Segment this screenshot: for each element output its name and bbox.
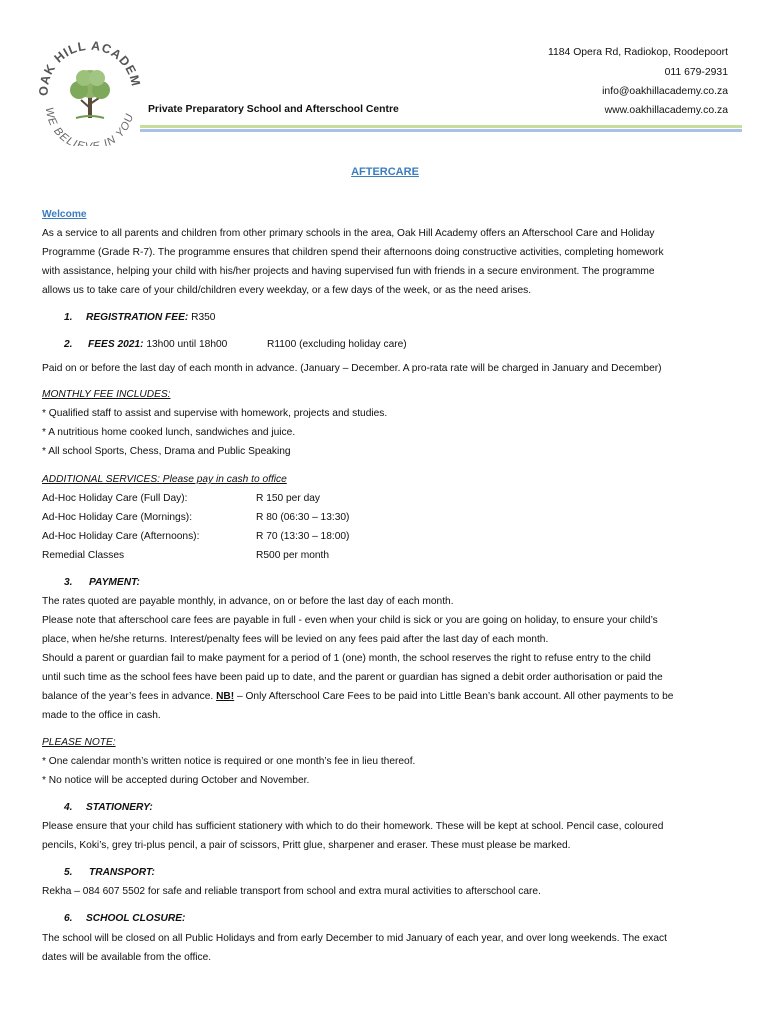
payment-line: Should a parent or guardian fail to make payment for a period of 1 (one) month, the school reserves the right to refuse entry to the child [42, 653, 651, 664]
transport-heading: TRANSPORT: [89, 867, 155, 878]
paid-note: Paid on or before the last day of each month in advance. (January – December. A pro-rata rate will be charged in January and December) [42, 363, 662, 374]
website-link[interactable]: www.oakhillacademy.co.za [604, 105, 728, 116]
welcome-line: As a service to all parents and children from other primary schools in the area, Oak Hill Academy offers an Afterschool Care and Holiday [42, 228, 655, 239]
monthly-heading: MONTHLY FEE INCLUDES: [42, 389, 171, 400]
header-rule-blue [140, 129, 742, 132]
fees-line [88, 335, 227, 354]
service-name: Ad-Hoc Holiday Care (Afternoons): [42, 531, 200, 542]
transport-number: 5. [64, 867, 73, 878]
stationery-number: 4. [64, 802, 73, 813]
registration-fee [86, 308, 215, 327]
monthly-item: * A nutritious home cooked lunch, sandwiches and juice. [42, 427, 296, 438]
please-note-item: * No notice will be accepted during October and November. [42, 775, 310, 786]
service-name: Ad-Hoc Holiday Care (Full Day): [42, 493, 188, 504]
school-logo [34, 38, 146, 146]
closure-line: dates will be available from the office. [42, 952, 212, 963]
payment-line: made to the office in cash. [42, 710, 161, 721]
welcome-line: Programme (Grade R-7). The programme ensures that children spend their afternoons doing constructive activities, completing homework [42, 247, 664, 258]
phone: 011 679-2931 [664, 67, 728, 78]
stationery-heading: STATIONERY: [86, 802, 153, 813]
nb-label: NB! [216, 691, 235, 702]
service-name: Ad-Hoc Holiday Care (Mornings): [42, 512, 193, 523]
please-note-item: * One calendar month’s written notice is required or one month’s fee in lieu thereof. [42, 756, 416, 767]
monthly-item: * Qualified staff to assist and supervise with homework, projects and studies. [42, 408, 388, 419]
stationery-line: pencils, Koki’s, grey tri-plus pencil, a pair of scissors, Pritt glue, sharpener and eraser. These must please be marked. [42, 840, 571, 851]
welcome-line: with assistance, helping your child with his/her projects and having supervised fun with friends in a secure environment. The programme [42, 266, 655, 277]
service-price: R500 per month [256, 550, 330, 561]
payment-line [42, 687, 732, 706]
additional-heading: ADDITIONAL SERVICES: Please pay in cash to office [42, 474, 287, 485]
welcome-heading: Welcome [42, 209, 87, 220]
tagline: Private Preparatory School and Afterschool Centre [148, 104, 399, 115]
payment-line: place, when he/she returns. Interest/penalty fees will be levied on any fees paid after the last day of each month. [42, 634, 549, 645]
fees-number: 2. [64, 339, 73, 350]
payment-last-pre: balance of the year’s fees in advance. [42, 691, 217, 702]
service-price: R 150 per day [256, 493, 320, 504]
registration-number: 1. [64, 312, 73, 323]
fees-label: FEES 2021: [88, 339, 144, 350]
logo-text-top: OAK HILL ACADEM [36, 38, 144, 97]
payment-number: 3. [64, 577, 73, 588]
service-name: Remedial Classes [42, 550, 125, 561]
fees-time: 13h00 until 18h00 [143, 339, 228, 350]
fees-amount: R1100 (excluding holiday care) [267, 339, 407, 350]
stationery-line: Please ensure that your child has sufficient stationery with which to do their homework. These will be kept at school. Pencil case, coloured [42, 821, 664, 832]
service-price: R 80 (06:30 – 13:30) [256, 512, 350, 523]
registration-label: REGISTRATION FEE: [86, 312, 189, 323]
registration-value: R350 [188, 312, 216, 323]
closure-number: 6. [64, 913, 73, 924]
payment-line: The rates quoted are payable monthly, in advance, on or before the last day of each month. [42, 596, 454, 607]
oak-tree-icon [70, 70, 110, 118]
payment-line: Please note that afterschool care fees are payable in full - even when your child is sick or you are going on holiday, to ensure your child’s [42, 615, 658, 626]
header-rule-green [140, 125, 742, 128]
closure-line: The school will be closed on all Public Holidays and from early December to mid January of each year, and over long weekends. The exact [42, 933, 667, 944]
closure-heading: SCHOOL CLOSURE: [86, 913, 186, 924]
logo-text-bottom: WE BELI IN YOU [42, 106, 137, 146]
payment-line: until such time as the school fees have been paid up to date, and the parent or guardian has signed a debit order authorisation or paid the [42, 672, 663, 683]
monthly-item: * All school Sports, Chess, Drama and Public Speaking [42, 446, 291, 457]
page-title: AFTERCARE [351, 166, 419, 178]
email-link[interactable]: info@oakhillacademy.co.za [602, 86, 728, 97]
welcome-line: allows us to take care of your child/children every weekday, or a few days of the week, or as the need arises. [42, 285, 532, 296]
payment-heading: PAYMENT: [89, 577, 140, 588]
payment-last-post: – Only Afterschool Care Fees to be paid into Little Bean’s bank account. All other payments to be [234, 691, 674, 702]
service-price: R 70 (13:30 – 18:00) [256, 531, 350, 542]
transport-line: Rekha – 084 607 5502 for safe and reliable transport from school and extra mural activities to afterschool care. [42, 886, 541, 897]
address: 1184 Opera Rd, Radiokop, Roodepoort [547, 47, 728, 58]
please-note-heading: PLEASE NOTE: [42, 737, 116, 748]
